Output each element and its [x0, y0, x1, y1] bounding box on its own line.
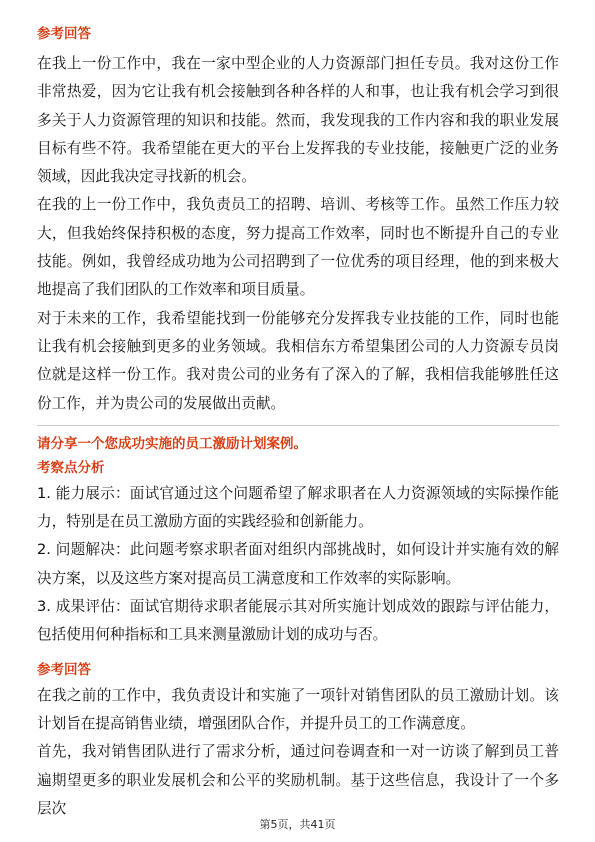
- answer2-paragraph-2: 首先，我对销售团队进行了需求分析，通过问卷调查和一对一访谈了解到员工普遍期望更多的职业发展机会和公平的奖励机制。基于这些信息，我设计了一个多层次: [37, 743, 559, 817]
- analysis-point-1: 1. 能力展示：面试官通过这个问题希望了解求职者在人力资源领域的实际操作能力，特别是在员工激励方面的实践经验和创新能力。: [37, 484, 559, 531]
- section-divider: [37, 425, 559, 426]
- reference-answer-heading-2: 参考回答: [37, 661, 91, 678]
- answer-paragraph-1: 在我上一份工作中，我在一家中型企业的人力资源部门担任专员。我对这份工作非常热爱，因为它让我有机会接触到各种各样的人和事，也让我有机会学习到很多关于人力资源管理的知识和技能。然而，我发现我的工作内容和我的职业发展目标有些不符。我希望能在更大的平台上发挥我的专业技能，接触更广泛的业务领域，因此我决定寻找新的机会。: [37, 55, 559, 186]
- analysis-point-3: 3. 成果评估：面试官期待求职者能展示其对所实施计划成效的跟踪与评估能力，包括使用何种指标和工具来测量激励计划的成功与否。: [37, 598, 559, 644]
- page-number-footer: 第5页，共41页: [259, 818, 336, 831]
- analysis-point-2: 2. 问题解决：此问题考察求职者面对组织内部挑战时，如何设计并实施有效的解决方案，以及这些方案对提高员工满意度和工作效率的实际影响。: [37, 541, 559, 587]
- answer-paragraph-2: 在我的上一份工作中，我负责员工的招聘、培训、考核等工作。虽然工作压力较大，但我始终保持积极的态度，努力提高工作效率，同时也不断提升自己的专业技能。例如，我曾经成功地为公司招聘到了一位优秀的项目经理，他的到来极大地提高了我们团队的工作效率和项目质量。: [37, 196, 559, 299]
- answer-paragraph-3: 对于未来的工作，我希望能找到一份能够充分发挥我专业技能的工作，同时也能让我有机会接触到更多的业务领域。我相信东方希望集团公司的人力资源专员岗位就是这样一份工作。我对贵公司的业务有了深入的了解，我相信我能够胜任这份工作，并为贵公司的发展做出贡献。: [37, 309, 559, 412]
- reference-answer-heading: 参考回答: [37, 26, 91, 42]
- answer2-paragraph-1: 在我之前的工作中，我负责设计和实施了一项针对销售团队的员工激励计划。该计划旨在提高销售业绩，增强团队合作，并提升员工的工作满意度。: [37, 686, 559, 732]
- page-content: [37, 22, 559, 823]
- analysis-heading: 考察点分析: [37, 459, 105, 476]
- question-heading: 请分享一个您成功实施的员工激励计划案例。: [37, 435, 307, 452]
